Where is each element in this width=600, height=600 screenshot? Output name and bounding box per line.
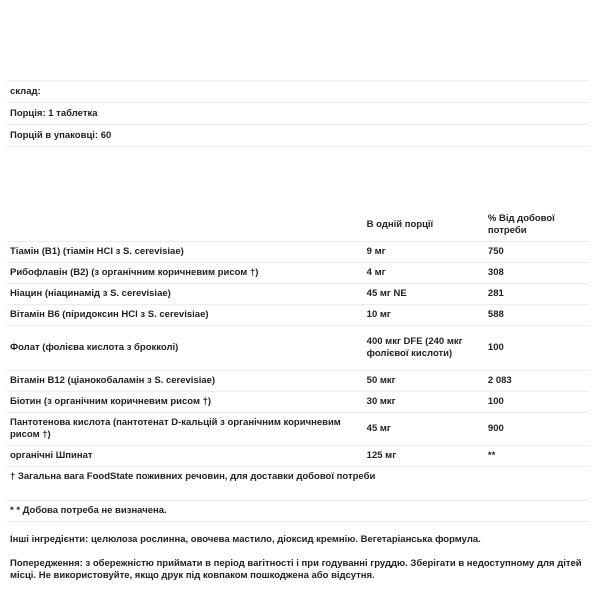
nutrient-dv: 100 — [485, 325, 589, 370]
column-header-daily-value: % Від добової потреби — [487, 212, 555, 236]
table-header-row — [7, 209, 589, 242]
supplement-facts — [7, 80, 589, 582]
nutrient-amount: 50 мкг — [364, 370, 485, 391]
table-row — [7, 325, 589, 370]
composition-label: склад: — [7, 80, 589, 102]
nutrient-name: Вітамін B12 (ціанокобаламін з S. cerevisiae) — [7, 370, 364, 391]
nutrient-dv: 900 — [485, 412, 589, 445]
nutrient-dv: 2 083 — [485, 370, 589, 391]
table-row — [7, 304, 589, 325]
nutrient-amount: 400 мкг DFE (240 мкг фолієвої кислоти) — [364, 325, 485, 370]
serving-size: Порція: 1 таблетка — [7, 102, 589, 124]
nutrient-dv: ** — [485, 445, 589, 466]
nutrient-dv: 100 — [485, 391, 589, 412]
nutrient-amount: 9 мг — [364, 241, 485, 262]
nutrient-name: Ніацин (ніацинамід з S. cerevisiae) — [7, 283, 364, 304]
nutrient-name: органічні Шпинат — [7, 445, 364, 466]
nutrient-name: Пантотенова кислота (пантотенат D-кальцій з органічним коричневим рисом †) — [7, 412, 364, 445]
nutrient-amount: 45 мг — [364, 412, 485, 445]
nutrient-dv: 281 — [485, 283, 589, 304]
nutrient-name: Вітамін B6 (піридоксин HCl з S. cerevisiae) — [7, 304, 364, 325]
table-row — [7, 241, 589, 262]
nutrient-name: Тіамін (B1) (тіамін HCl з S. cerevisiae) — [7, 241, 364, 262]
divider — [7, 521, 589, 532]
table-row — [7, 370, 589, 391]
nutrient-amount: 45 мг NE — [364, 283, 485, 304]
table-row — [7, 391, 589, 412]
nutrient-name: Рибофлавін (B2) (з органічним коричневим рисом †) — [7, 262, 364, 283]
nutrient-amount: 125 мг — [364, 445, 485, 466]
footnote-dagger: † Загальна вага FoodState поживних речовин, для доставки добової потреби — [7, 466, 589, 500]
column-header-nutrient — [7, 209, 364, 242]
table-spacer-row — [7, 147, 589, 209]
table-row — [7, 412, 589, 445]
servings-per-container: Порцій в упаковці: 60 — [7, 124, 589, 146]
nutrient-name: Фолат (фолієва кислота з брокколі) — [7, 325, 364, 370]
table-row — [7, 262, 589, 283]
nutrient-dv: 588 — [485, 304, 589, 325]
nutrient-name: Біотин (з органічним коричневим рисом †) — [7, 391, 364, 412]
other-ingredients: Інші інгредієнти: целюлоза рослинна, овочева мастило, діоксид кремнію. Вегетаріанська формула. — [10, 534, 481, 545]
footnote-double-star: * * Добова потреба не визначена. — [7, 500, 589, 521]
nutrient-dv: 750 — [485, 241, 589, 262]
warning-text: Попередження: з обережністю приймати в період вагітності і при годуванні груддю. Зберігати в недоступному для дітей місці. Не використовуйте, якщо друк під ковпаком пошкоджена або відсутня. — [10, 558, 582, 581]
nutrient-amount: 30 мкг — [364, 391, 485, 412]
column-header-amount: В одній порції — [366, 218, 434, 230]
nutrient-amount: 10 мг — [364, 304, 485, 325]
table-row — [7, 283, 589, 304]
table-row — [7, 445, 589, 466]
nutrient-table — [7, 146, 589, 466]
nutrient-dv: 308 — [485, 262, 589, 283]
nutrient-amount: 4 мг — [364, 262, 485, 283]
